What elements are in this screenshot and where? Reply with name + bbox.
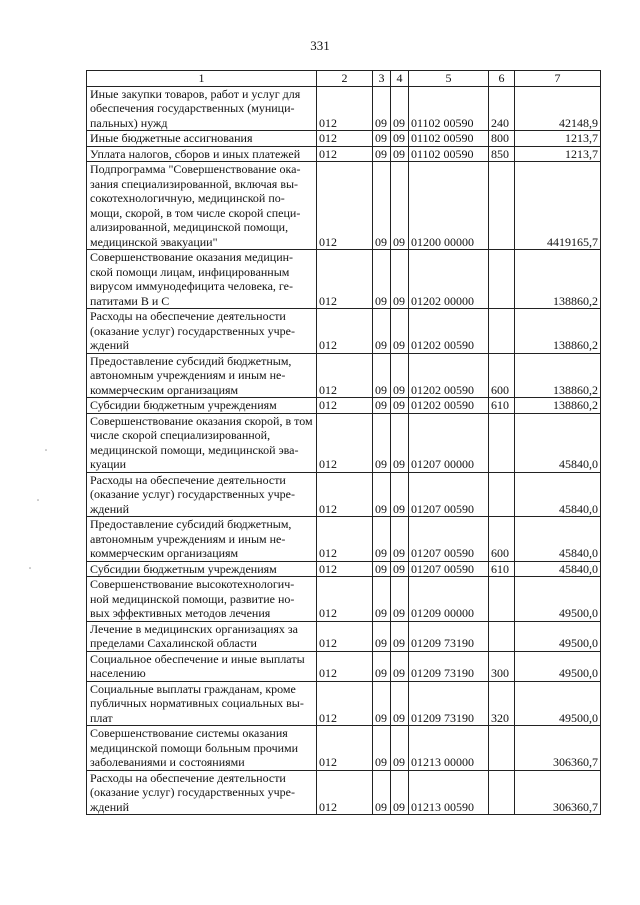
row-target-code: 01209 00000: [409, 577, 489, 622]
table-row: [87, 353, 601, 398]
row-description: Социальные выплаты гражданам, кроме публичных нормативных социальных вы-плат: [87, 681, 317, 726]
row-ministry-code: 012: [317, 517, 373, 562]
row-section-code: 09: [373, 770, 391, 815]
table-row: [87, 472, 601, 517]
table-row: [87, 770, 601, 815]
row-ministry-code: 012: [317, 770, 373, 815]
row-subsection-code: 09: [391, 726, 409, 771]
row-section-code: 09: [373, 681, 391, 726]
row-description: Совершенствование оказания медицин-ской помощи лицам, инфицированным вирусом иммунодефицита человека, ге-патитами В и С: [87, 250, 317, 309]
row-amount: 4419165,7: [515, 162, 601, 250]
row-description: Расходы на обеспечение деятельности (оказание услуг) государственных учре-ждений: [87, 472, 317, 517]
row-amount: 138860,2: [515, 250, 601, 309]
row-section-code: 09: [373, 517, 391, 562]
table-row: [87, 517, 601, 562]
row-description: Иные закупки товаров, работ и услуг для обеспечения государственных (муници-пальных) нужд: [87, 86, 317, 131]
row-ministry-code: 012: [317, 146, 373, 162]
row-ministry-code: 012: [317, 577, 373, 622]
row-target-code: 01102 00590: [409, 146, 489, 162]
row-subsection-code: 09: [391, 561, 409, 577]
row-section-code: 09: [373, 86, 391, 131]
column-header: 3: [373, 71, 391, 87]
table-row: [87, 577, 601, 622]
row-amount: 49500,0: [515, 577, 601, 622]
column-header: 2: [317, 71, 373, 87]
row-ministry-code: 012: [317, 86, 373, 131]
row-description: Лечение в медицинских организациях за пределами Сахалинской области: [87, 621, 317, 651]
row-ministry-code: 012: [317, 726, 373, 771]
row-target-code: 01213 00590: [409, 770, 489, 815]
row-description: Предоставление субсидий бюджетным, автономным учреждениям и иным не-коммерческим организациям: [87, 517, 317, 562]
row-section-code: 09: [373, 398, 391, 414]
row-amount: 49500,0: [515, 651, 601, 681]
row-amount: 45840,0: [515, 517, 601, 562]
row-subsection-code: 09: [391, 577, 409, 622]
row-target-code: 01209 73190: [409, 651, 489, 681]
row-subsection-code: 09: [391, 131, 409, 147]
row-description: Подпрограмма "Совершенствование ока-зания специализированной, включая вы-сокотехнологичную, медицинской по-мощи, скорой, в том числе скорой специ-ализированной, медицинской помощи, медицинской эвакуации": [87, 162, 317, 250]
row-amount: 49500,0: [515, 681, 601, 726]
table-row: [87, 561, 601, 577]
row-subsection-code: 09: [391, 413, 409, 472]
row-expense-type-code: [489, 413, 515, 472]
row-subsection-code: 09: [391, 309, 409, 354]
row-subsection-code: 09: [391, 250, 409, 309]
row-description: Расходы на обеспечение деятельности (оказание услуг) государственных учре-ждений: [87, 770, 317, 815]
table-row: [87, 651, 601, 681]
row-section-code: 09: [373, 146, 391, 162]
row-subsection-code: 09: [391, 146, 409, 162]
row-subsection-code: 09: [391, 681, 409, 726]
table-row: [87, 162, 601, 250]
column-header: 4: [391, 71, 409, 87]
row-section-code: 09: [373, 577, 391, 622]
row-amount: 138860,2: [515, 398, 601, 414]
table-row: [87, 250, 601, 309]
row-ministry-code: 012: [317, 309, 373, 354]
row-ministry-code: 012: [317, 162, 373, 250]
column-header: 1: [87, 71, 317, 87]
table-header-row: [87, 71, 601, 87]
column-header: 6: [489, 71, 515, 87]
row-ministry-code: 012: [317, 561, 373, 577]
row-description: Предоставление субсидий бюджетным, автономным учреждениям и иным не-коммерческим организациям: [87, 353, 317, 398]
row-target-code: 01202 00590: [409, 398, 489, 414]
row-description: Уплата налогов, сборов и иных платежей: [87, 146, 317, 162]
row-subsection-code: 09: [391, 651, 409, 681]
table-row: [87, 726, 601, 771]
row-expense-type-code: 320: [489, 681, 515, 726]
row-description: Совершенствование оказания скорой, в том числе скорой специализированной, медицинской помощи, медицинской эва-куации: [87, 413, 317, 472]
row-ministry-code: 012: [317, 398, 373, 414]
row-description: Расходы на обеспечение деятельности (оказание услуг) государственных учре-ждений: [87, 309, 317, 354]
row-subsection-code: 09: [391, 621, 409, 651]
row-section-code: 09: [373, 621, 391, 651]
row-expense-type-code: 300: [489, 651, 515, 681]
row-description: Иные бюджетные ассигнования: [87, 131, 317, 147]
row-amount: 306360,7: [515, 770, 601, 815]
row-amount: 306360,7: [515, 726, 601, 771]
row-section-code: 09: [373, 651, 391, 681]
row-amount: 42148,9: [515, 86, 601, 131]
row-subsection-code: 09: [391, 472, 409, 517]
table-row: [87, 398, 601, 414]
margin-dots: [16, 440, 60, 580]
row-target-code: 01202 00000: [409, 250, 489, 309]
row-description: Совершенствование системы оказания медицинской помощи больным прочими заболеваниями и состояниями: [87, 726, 317, 771]
row-description: Социальное обеспечение и иные выплаты населению: [87, 651, 317, 681]
row-target-code: 01209 73190: [409, 681, 489, 726]
row-section-code: 09: [373, 131, 391, 147]
row-target-code: 01207 00590: [409, 472, 489, 517]
row-section-code: 09: [373, 309, 391, 354]
row-subsection-code: 09: [391, 353, 409, 398]
row-description: Субсидии бюджетным учреждениям: [87, 398, 317, 414]
row-amount: 45840,0: [515, 561, 601, 577]
column-header: 7: [515, 71, 601, 87]
row-expense-type-code: 240: [489, 86, 515, 131]
row-expense-type-code: [489, 726, 515, 771]
row-target-code: 01202 00590: [409, 353, 489, 398]
table-row: [87, 146, 601, 162]
table-row: [87, 309, 601, 354]
row-amount: 138860,2: [515, 353, 601, 398]
row-ministry-code: 012: [317, 413, 373, 472]
row-expense-type-code: 610: [489, 398, 515, 414]
row-subsection-code: 09: [391, 517, 409, 562]
row-amount: 1213,7: [515, 131, 601, 147]
table-row: [87, 131, 601, 147]
row-target-code: 01200 00000: [409, 162, 489, 250]
page-number: 331: [310, 38, 330, 53]
row-amount: 45840,0: [515, 472, 601, 517]
row-expense-type-code: [489, 309, 515, 354]
row-expense-type-code: [489, 162, 515, 250]
row-amount: 49500,0: [515, 621, 601, 651]
row-target-code: 01209 73190: [409, 621, 489, 651]
row-amount: 45840,0: [515, 413, 601, 472]
table-row: [87, 413, 601, 472]
row-subsection-code: 09: [391, 398, 409, 414]
row-section-code: 09: [373, 726, 391, 771]
row-amount: 138860,2: [515, 309, 601, 354]
row-section-code: 09: [373, 472, 391, 517]
row-section-code: 09: [373, 250, 391, 309]
budget-table: [86, 70, 601, 815]
row-amount: 1213,7: [515, 146, 601, 162]
column-header: 5: [409, 71, 489, 87]
row-expense-type-code: 600: [489, 353, 515, 398]
row-ministry-code: 012: [317, 621, 373, 651]
row-subsection-code: 09: [391, 86, 409, 131]
row-target-code: 01202 00590: [409, 309, 489, 354]
row-expense-type-code: [489, 770, 515, 815]
row-expense-type-code: [489, 472, 515, 517]
row-description: Совершенствование высокотехнологич-ной медицинской помощи, развитие но-вых эффективных методов лечения: [87, 577, 317, 622]
row-expense-type-code: 600: [489, 517, 515, 562]
row-expense-type-code: 610: [489, 561, 515, 577]
row-description: Субсидии бюджетным учреждениям: [87, 561, 317, 577]
row-section-code: 09: [373, 413, 391, 472]
row-section-code: 09: [373, 353, 391, 398]
row-expense-type-code: [489, 250, 515, 309]
row-ministry-code: 012: [317, 472, 373, 517]
row-expense-type-code: [489, 577, 515, 622]
row-target-code: 01207 00590: [409, 561, 489, 577]
row-subsection-code: 09: [391, 162, 409, 250]
row-ministry-code: 012: [317, 651, 373, 681]
table-row: [87, 621, 601, 651]
row-ministry-code: 012: [317, 250, 373, 309]
row-target-code: 01207 00590: [409, 517, 489, 562]
row-expense-type-code: [489, 621, 515, 651]
table-row: [87, 86, 601, 131]
row-section-code: 09: [373, 561, 391, 577]
row-target-code: 01213 00000: [409, 726, 489, 771]
row-ministry-code: 012: [317, 353, 373, 398]
row-target-code: 01207 00000: [409, 413, 489, 472]
row-ministry-code: 012: [317, 681, 373, 726]
row-section-code: 09: [373, 162, 391, 250]
row-expense-type-code: 800: [489, 131, 515, 147]
row-subsection-code: 09: [391, 770, 409, 815]
row-target-code: 01102 00590: [409, 86, 489, 131]
row-target-code: 01102 00590: [409, 131, 489, 147]
row-expense-type-code: 850: [489, 146, 515, 162]
row-ministry-code: 012: [317, 131, 373, 147]
table-row: [87, 681, 601, 726]
